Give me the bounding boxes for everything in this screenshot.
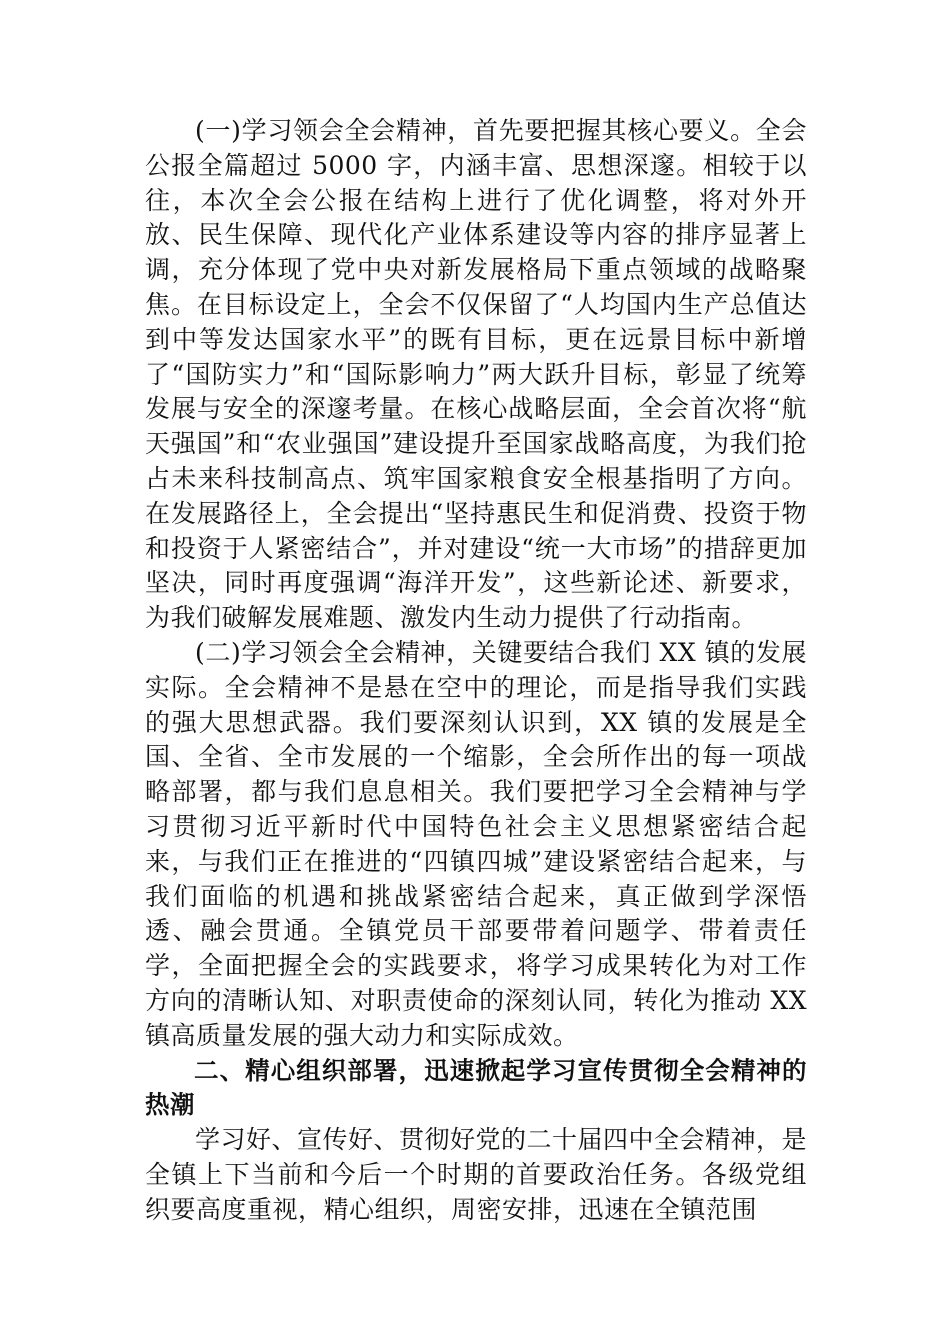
paragraph-1: (一)学习领会全会精神，首先要把握其核心要义。全会公报全篇超过 5000 字，内涵丰富、思想深邃。相较于以往，本次全会公报在结构上进行了优化调整，将对外开放、民生保障、现代化产业体系建设等内容的排序显著上调，充分体现了党中央对新发展格局下重点领域的战略聚焦。在目标设定上，全会不仅保留了“人均国内生产总值达到中等发达国家水平”的既有目标，更在远景目标中新增了“国防实力”和“国际影响力”两大跃升目标，彰显了统筹发展与安全的深邃考量。在核心战略层面，全会首次将“航天强国”和“农业强国”建设提升至国家战略高度，为我们抢占未来科技制高点、筑牢国家粮食安全根基指明了方向。在发展路径上，全会提出“坚持惠民生和促消费、投资于物和投资于人紧密结合”，并对建设“统一大市场”的措辞更加坚决，同时再度强调“海洋开发”，这些新论述、新要求，为我们破解发展难题、激发内生动力提供了行动指南。 xyxy=(145,116,807,633)
section-heading-2: 二、精心组织部署，迅速掀起学习宣传贯彻全会精神的热潮 xyxy=(145,1055,807,1120)
paragraph-3: 学习好、宣传好、贯彻好党的二十届四中全会精神，是全镇上下当前和今后一个时期的首要政治任务。各级党组织要高度重视，精心组织，周密安排，迅速在全镇范围 xyxy=(145,1125,808,1224)
document-body xyxy=(145,114,807,1228)
paragraph-2: (二)学习领会全会精神，关键要结合我们 XX 镇的发展实际。全会精神不是悬在空中的理论，而是指导我们实践的强大思想武器。我们要深刻认识到，XX 镇的发展是全国、全省、全市发展的一个缩影，全会所作出的每一项战略部署，都与我们息息相关。我们要把学习全会精神与学习贯彻习近平新时代中国特色社会主义思想紧密结合起来，与我们正在推进的“四镇四城”建设紧密结合起来，与我们面临的机遇和挑战紧密结合起来，真正做到学深悟透、融会贯通。全镇党员干部要带着问题学、带着责任学，全面把握全会的实践要求，将学习成果转化为对工作方向的清晰认知、对职责使命的深刻认同，转化为推动 XX 镇高质量发展的强大动力和实际成效。 xyxy=(145,637,807,1050)
